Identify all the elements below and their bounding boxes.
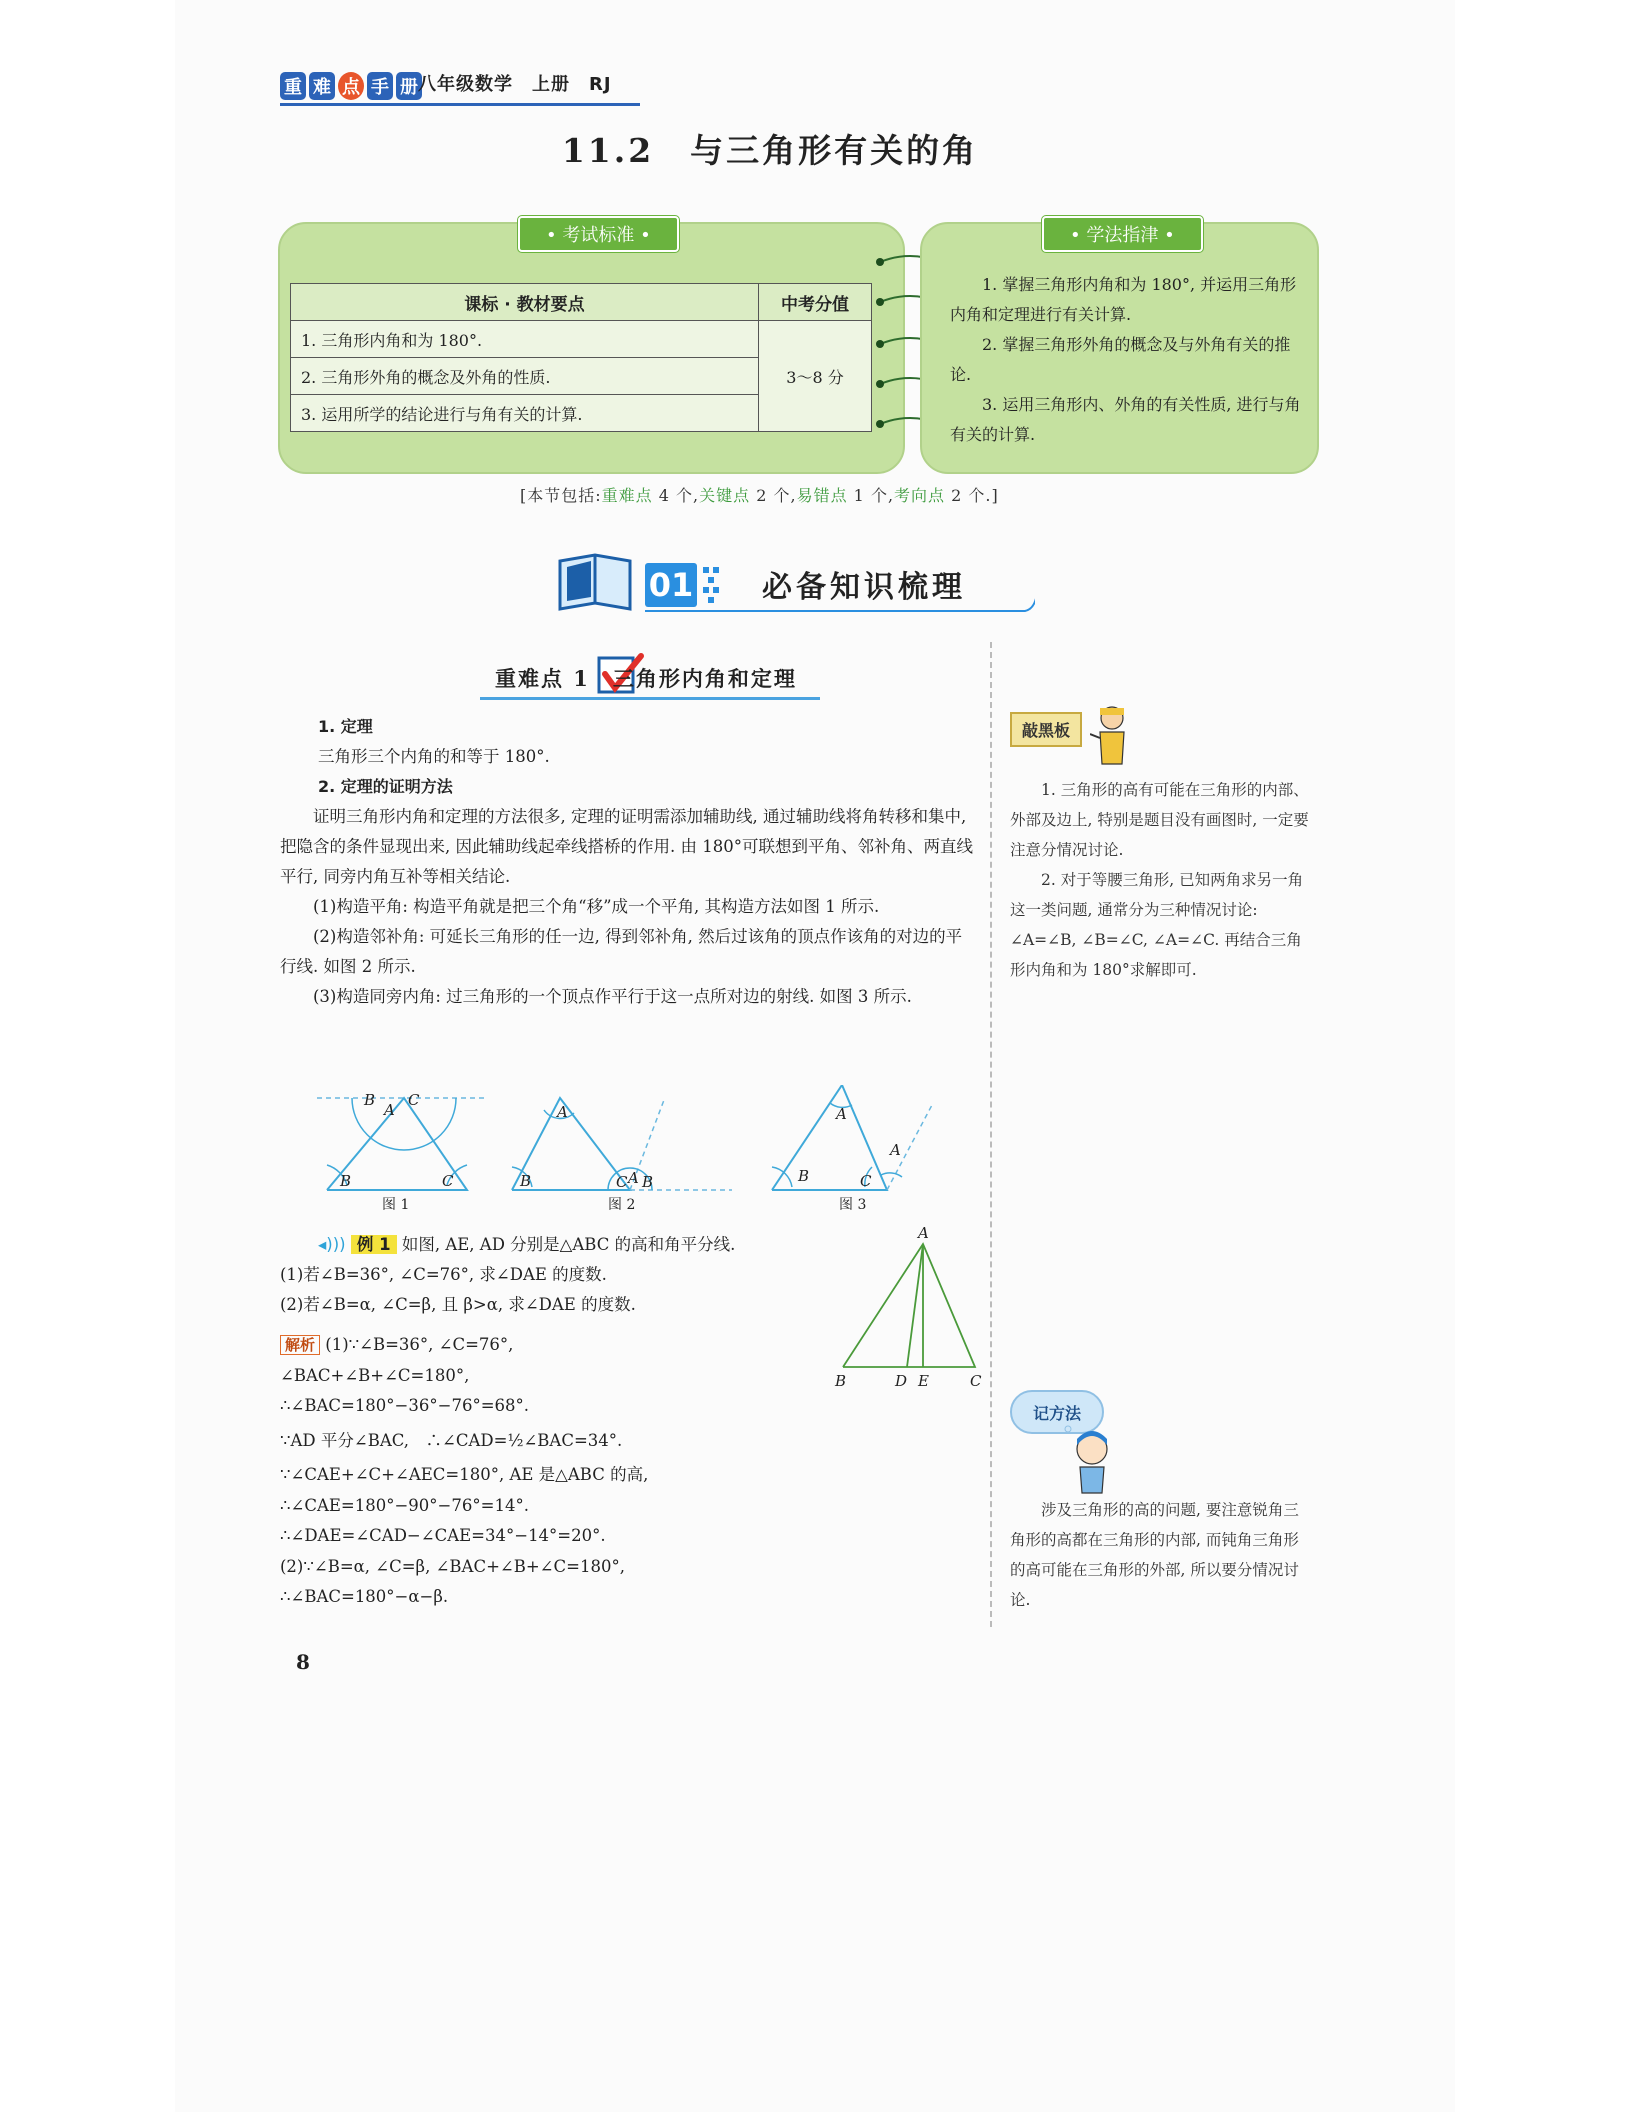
figure-2 (512, 1098, 732, 1210)
figure-label: B (835, 1372, 847, 1390)
book-info: 八年级数学 上册 RJ (418, 74, 612, 95)
figure-label: B (798, 1167, 810, 1185)
key-point-rule (480, 697, 820, 700)
table-cell: 2. 三角形外角的概念及外角的性质. (291, 358, 759, 395)
figure-label: A (384, 1101, 395, 1119)
section-title: 11.2 与三角形有关的角 (561, 131, 979, 170)
summary-count: 4 个, (652, 486, 700, 505)
figure-label: A (628, 1169, 639, 1187)
figure-caption: 图 3 (839, 1197, 867, 1210)
figure-label: B (340, 1172, 352, 1190)
student-icon (1060, 1425, 1120, 1495)
figure-label: B (364, 1091, 376, 1109)
brand-char: 手 (367, 72, 393, 100)
theorem-content (280, 712, 975, 1012)
banner-title: 必备知识梳理 (762, 570, 966, 605)
solution-line: ∴∠BAC=180°−α−β. (280, 1587, 449, 1606)
figure-label: A (557, 1103, 568, 1121)
knock-board-text (1010, 775, 1310, 985)
table-header: 中考分值 (759, 284, 872, 321)
side-note: 1. 三角形的高有可能在三角形的内部、外部及边上, 特别是题目没有画图时, 一定要注意分情况讨论. (1010, 781, 1309, 859)
solution-line: ∵AD 平分∠BAC, ∴∠CAD=½∠BAC=34°. (280, 1430, 623, 1450)
study-guide-item: 1. 掌握三角形内角和为 180°, 并运用三角形内角和定理进行有关计算. (950, 275, 1297, 324)
solution-line: ∵∠CAE+∠C+∠AEC=180°, AE 是△ABC 的高, (280, 1465, 649, 1484)
header-rule (280, 103, 640, 106)
knock-board-tag: 敲黑板 (1010, 712, 1082, 747)
summary-label: 重难点 (601, 486, 653, 505)
paragraph: (2)构造邻补角: 可延长三角形的任一边, 得到邻补角, 然后过该角的顶点作该角的对边的平行线. 如图 2 所示. (280, 927, 963, 976)
section-summary (520, 483, 1080, 506)
score-cell: 3～8 分 (759, 321, 872, 432)
brand-char: 重 (280, 72, 306, 100)
exam-standard-tag: • 考试标准 • (518, 216, 679, 252)
study-guide-tag: • 学法指津 • (1042, 216, 1203, 252)
figure-label: E (918, 1372, 929, 1390)
solution-line: ∴∠CAE=180°−90°−76°=14°. (280, 1495, 529, 1515)
key-point-title: 重难点 1 三角形内角和定理 (495, 666, 797, 691)
solution-line: (1)∵∠B=36°, ∠C=76°, (325, 1335, 514, 1354)
paragraph: 三角形三个内角的和等于 180°. (318, 747, 550, 766)
solution-tag: 解析 (280, 1335, 320, 1355)
figure-label: B (642, 1173, 654, 1191)
page-number: 8 (296, 1650, 310, 1674)
example-question: (1)若∠B=36°, ∠C=76°, 求∠DAE 的度数. (280, 1265, 607, 1284)
brand-logo (280, 72, 425, 102)
paragraph: 证明三角形内角和定理的方法很多, 定理的证明需添加辅助线, 通过辅助线将角转移和集中, 把隐含的条件显现出来, 因此辅助线起牵线搭桥的作用. 由 180°可联想到平角、邻补角、两直线平行, 同旁内角互补等相关结论. (280, 807, 973, 886)
speaker-icon: ◂))) (318, 1235, 346, 1254)
table-cell: 1. 三角形内角和为 180°. (291, 321, 759, 358)
table-cell: 3. 运用所学的结论进行与角有关的计算. (291, 395, 759, 432)
summary-count: 1 个, (847, 486, 895, 505)
summary-prefix: [本节包括: (520, 486, 602, 505)
figure-caption: 图 1 (382, 1197, 410, 1210)
subheading: 1. 定理 (318, 717, 373, 736)
banner-number: 01 (645, 563, 697, 607)
exam-standard-table (290, 283, 872, 432)
exam-standard-tag-text: 考试标准 (562, 225, 635, 246)
solution-line: ∴∠BAC=180°−36°−76°=68°. (280, 1396, 530, 1415)
table-header: 课标 · 教材要点 (291, 284, 759, 321)
teacher-icon (1090, 704, 1130, 774)
example-question: (2)若∠B=α, ∠C=β, 且 β>α, 求∠DAE 的度数. (280, 1295, 636, 1314)
figure-label: D (895, 1372, 908, 1390)
paragraph: (3)构造同旁内角: 过三角形的一个顶点作平行于这一点所对边的射线. 如图 3 所示. (313, 987, 912, 1006)
summary-count: 2 个, (750, 486, 797, 505)
solution-line: ∴∠DAE=∠CAD−∠CAE=34°−14°=20°. (280, 1526, 606, 1545)
figure-label: C (860, 1172, 872, 1190)
proof-figures (312, 1085, 982, 1210)
figure-label: C (616, 1173, 628, 1191)
brand-char: 点 (338, 72, 364, 100)
summary-label: 易错点 (796, 486, 848, 505)
side-note: 2. 对于等腰三角形, 已知两角求另一角这一类问题, 通常分为三种情况讨论: ∠A=∠B, ∠B=∠C, ∠A=∠C. 再结合三角形内角和为 180°求解即可. (1010, 871, 1304, 979)
figure-caption: 图 2 (608, 1197, 636, 1210)
example-tag: 例 1 (351, 1235, 397, 1254)
figure-1 (317, 1091, 487, 1210)
solution-line: (2)∵∠B=α, ∠C=β, ∠BAC+∠B+∠C=180°, (280, 1556, 625, 1576)
memo-text (1010, 1495, 1310, 1615)
summary-count: 2 个.] (945, 486, 999, 505)
solution-block (280, 1330, 720, 1613)
example-stem: 如图, AE, AD 分别是△ABC 的高和角平分线. (401, 1235, 736, 1254)
study-guide-text (950, 270, 1308, 450)
figure-label: A (890, 1141, 901, 1159)
figure-label: C (408, 1091, 420, 1109)
summary-label: 关键点 (699, 486, 751, 505)
side-note: 涉及三角形的高的问题, 要注意锐角三角形的高都在三角形的内部, 而钝角三角形的高可能在三角形的外部, 所以要分情况讨论. (1010, 1501, 1299, 1609)
figure-label: B (520, 1172, 532, 1190)
figure-label: A (836, 1105, 847, 1123)
study-guide-item: 3. 运用三角形内、外角的有关性质, 进行与角有关的计算. (950, 395, 1301, 444)
study-guide-tag-text: 学法指津 (1086, 225, 1159, 246)
column-divider (990, 642, 992, 1627)
memo-tag: 记方法 (1010, 1390, 1104, 1434)
figure-3 (772, 1085, 932, 1210)
figure-label: A (918, 1224, 929, 1242)
solution-line: ∠BAC+∠B+∠C=180°, (280, 1365, 470, 1385)
paragraph: (1)构造平角: 构造平角就是把三个角“移”成一个平角, 其构造方法如图 1 所示. (313, 897, 880, 916)
figure-label: C (442, 1172, 454, 1190)
brand-char: 难 (309, 72, 335, 100)
subheading: 2. 定理的证明方法 (318, 777, 453, 796)
example-triangle (825, 1222, 985, 1392)
summary-label: 考向点 (894, 486, 946, 505)
figure-label: C (970, 1372, 982, 1390)
brand-char: 册 (396, 72, 422, 100)
study-guide-item: 2. 掌握三角形外角的概念及与外角有关的推论. (950, 335, 1291, 384)
